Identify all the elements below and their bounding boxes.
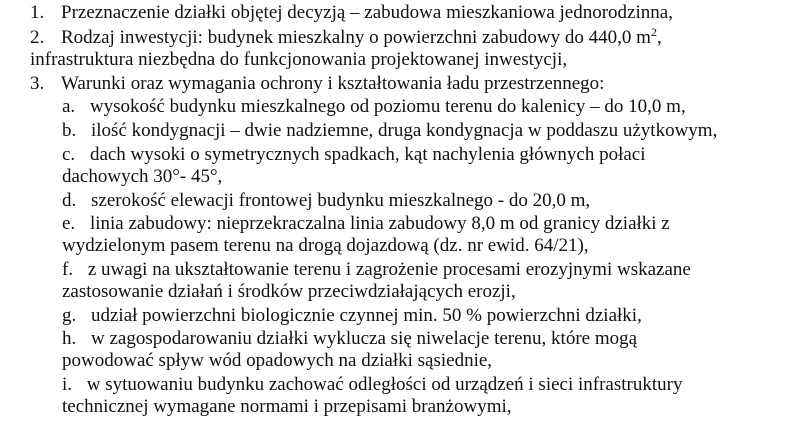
subitem-f-continuation: zastosowanie działań i środków przeciwdziałających erozji, (62, 281, 516, 302)
subitem-text: udział powierzchni biologicznie czynnej min. 50 % powierzchni działki, (91, 305, 642, 326)
subitem-h (62, 328, 637, 350)
subitem-letter: a. (62, 96, 76, 117)
subitem-g (62, 305, 642, 327)
subitem-letter: d. (62, 190, 77, 211)
item-number: 2. (30, 27, 45, 48)
item-3 (30, 73, 604, 95)
item-1 (30, 2, 673, 24)
subitem-c (62, 144, 646, 166)
subitem-i-continuation: technicznej wymagane normami i przepisami branżowymi, (62, 396, 512, 417)
subitem-letter: e. (62, 213, 76, 234)
subitem-text: w sytuowaniu budynku zachować odległości od urządzeń i sieci infrastruktury (86, 374, 683, 395)
subitem-text: w zagospodarowaniu działki wyklucza się niwelacje terenu, które mogą (91, 328, 638, 349)
subitem-text: ilość kondygnacji – dwie nadziemne, druga kondygnacja w poddaszu użytkowym, (91, 120, 718, 141)
subitem-h-continuation: powodować spływ wód opadowych na działki sąsiednie, (62, 350, 493, 371)
subitem-f (62, 259, 691, 281)
item-2 (30, 27, 662, 49)
subitem-letter: f. (62, 259, 74, 280)
subitem-text: z uwagi na ukształtowanie terenu i zagrożenie procesami erozyjnymi wskazane (87, 259, 691, 280)
subitem-text: linia zabudowy: nieprzekraczalna linia zabudowy 8,0 m od granicy działki z (89, 213, 670, 234)
item-text: Warunki oraz wymagania ochrony i kształtowania ładu przestrzennego: (61, 73, 605, 94)
subitem-letter: b. (62, 120, 77, 141)
subitem-text: szerokość elewacji frontowej budynku mieszkalnego - do 20,0 m, (91, 190, 591, 211)
subitem-a (62, 96, 686, 118)
subitem-letter: c. (62, 144, 76, 165)
subitem-text: dach wysoki o symetrycznych spadkach, kąt nachylenia głównych połaci (89, 144, 646, 165)
subitem-text: wysokość budynku mieszkalnego od poziomu terenu do kalenicy – do 10,0 m, (89, 96, 686, 117)
item-number: 3. (30, 73, 45, 94)
subitem-letter: i. (62, 374, 73, 395)
item-number: 1. (30, 2, 45, 23)
item-text: Rodzaj inwestycji: budynek mieszkalny o powierzchni zabudowy do 440,0 m (61, 27, 651, 48)
item-text-end: , (656, 27, 662, 48)
superscript: 2 (650, 25, 657, 39)
subitem-c-continuation: dachowych 30°- 45°, (62, 166, 223, 187)
item-2-continuation: infrastruktura niezbędna do funkcjonowania projektowanej inwestycji, (30, 49, 568, 70)
subitem-e (62, 213, 670, 235)
subitem-d (62, 190, 590, 212)
item-text: Przeznaczenie działki objętej decyzją – zabudowa mieszkaniowa jednorodzinna, (61, 2, 673, 23)
subitem-letter: g. (62, 305, 77, 326)
subitem-i (62, 374, 682, 396)
subitem-b (62, 120, 717, 142)
subitem-e-continuation: wydzielonym pasem terenu na drogą dojazdową (dz. nr ewid. 64/21), (62, 235, 589, 256)
subitem-letter: h. (62, 328, 77, 349)
